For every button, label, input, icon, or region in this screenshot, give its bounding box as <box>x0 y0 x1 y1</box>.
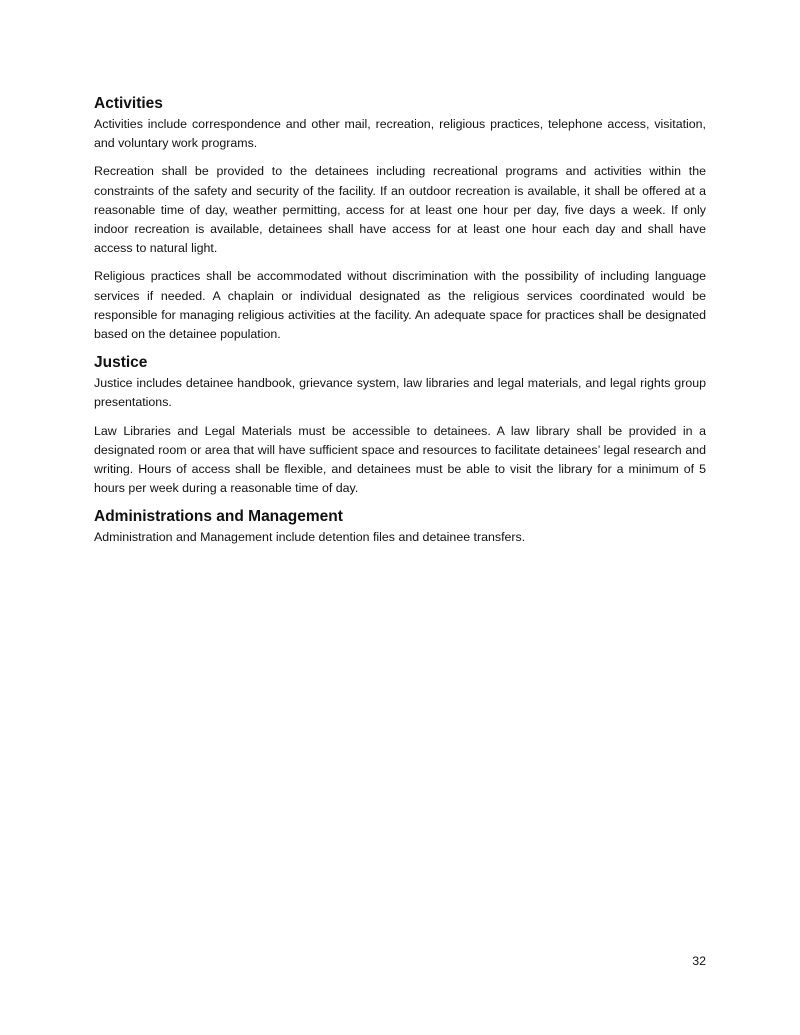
paragraph: Justice includes detainee handbook, grievance system, law libraries and legal materials, and legal rights group presentations. <box>94 376 706 410</box>
page-number: 32 <box>692 954 706 968</box>
paragraph: Administration and Management include detention files and detainee transfers. <box>94 530 526 545</box>
section-activities <box>94 94 706 344</box>
paragraph: Law Libraries and Legal Materials must be accessible to detainees. A law library shall be provided in a designated room or area that will have sufficient space and resources to facilitate detainees’ legal research and writing. Hours of access shall be flexible, and detainees must be able to visit the library for a minimum of 5 hours per week during a reasonable time of day. <box>94 423 706 496</box>
section-justice <box>94 353 706 498</box>
document-page <box>94 94 706 557</box>
section-heading: Administrations and Management <box>94 508 343 526</box>
section-administration <box>94 507 706 547</box>
paragraph: Activities include correspondence and other mail, recreation, religious practices, telephone access, visitation, and voluntary work programs. <box>94 117 706 151</box>
section-heading: Activities <box>94 95 163 112</box>
paragraph: Religious practices shall be accommodated without discrimination with the possibility of including language services if needed. A chaplain or individual designated as the religious services coordinated would be responsible for managing religious activities at the facility. An adequate space for practices shall be designated based on the detainee population. <box>94 269 706 342</box>
paragraph: Recreation shall be provided to the detainees including recreational programs and activities within the constraints of the safety and security of the facility. If an outdoor recreation is available, it shall be offered at a reasonable time of day, weather permitting, access for at least one hour per day, five days a week. If only indoor recreation is available, detainees shall have access for at least one hour each day and shall have access to natural light. <box>94 164 706 256</box>
section-heading: Justice <box>94 354 148 372</box>
